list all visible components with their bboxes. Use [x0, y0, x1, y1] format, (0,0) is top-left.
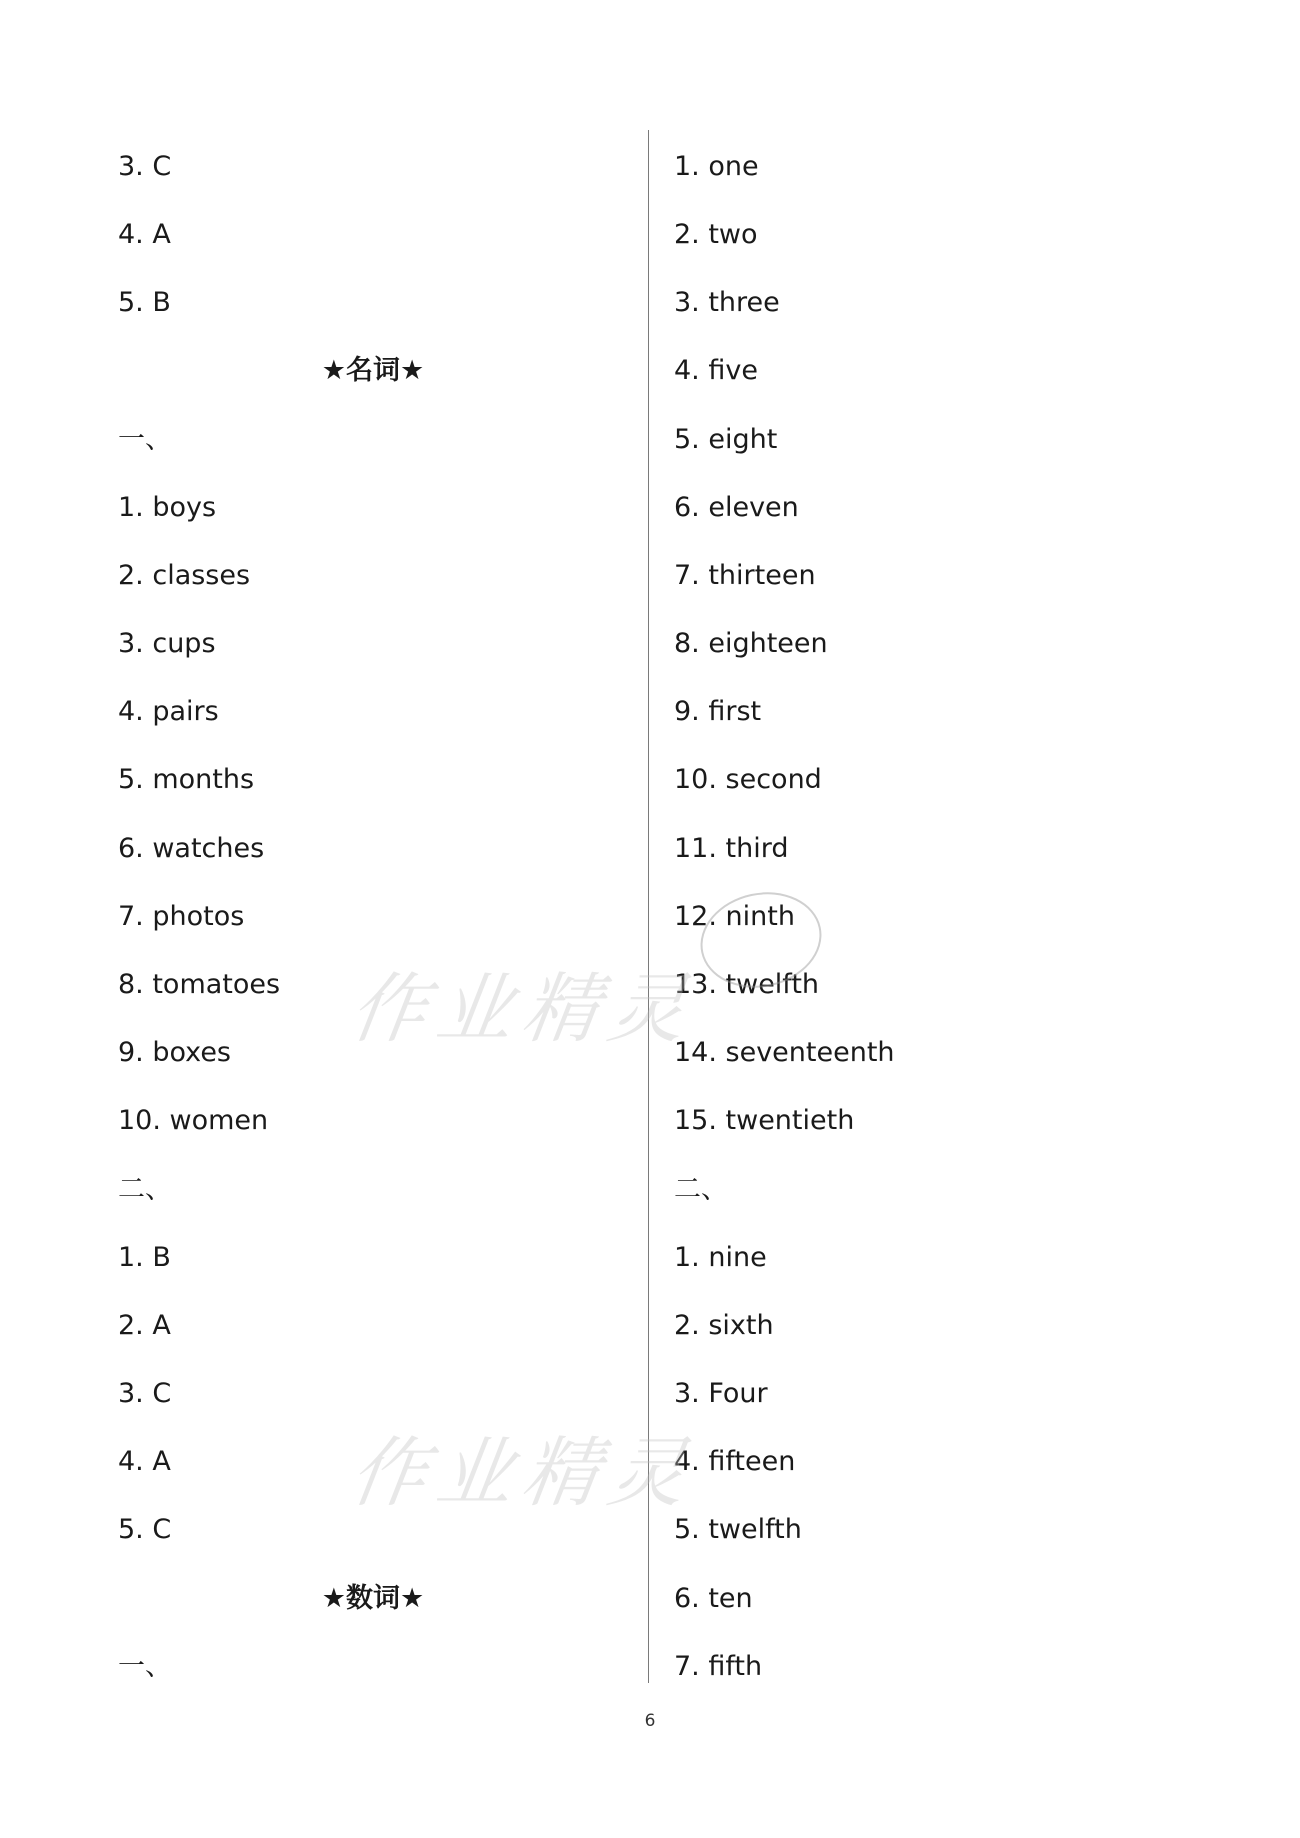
answer-line: 3. cups [118, 628, 216, 659]
answer-line: 11. third [674, 833, 789, 864]
part-label: 一、 [118, 1651, 172, 1682]
answer-line: 4. A [118, 219, 171, 250]
answer-line: 6. watches [118, 833, 265, 864]
part-label: 二、 [118, 1174, 172, 1205]
column-divider [648, 130, 649, 1683]
answer-line: 9. boxes [118, 1037, 231, 1068]
answer-line: 3. C [118, 151, 172, 182]
answer-line: 2. two [674, 219, 758, 250]
answer-line: 10. women [118, 1105, 269, 1136]
answer-line: 7. thirteen [674, 560, 816, 591]
answer-line: 15. twentieth [674, 1105, 855, 1136]
answer-line: 3. Four [674, 1378, 768, 1409]
answer-line: 1. nine [674, 1242, 767, 1273]
answer-line: 9. first [674, 696, 762, 727]
answer-line: 14. seventeenth [674, 1037, 895, 1068]
answer-line: 6. eleven [674, 492, 799, 523]
watermark: 作业精灵 [344, 1428, 702, 1517]
answer-line: 1. boys [118, 492, 217, 523]
answer-line: 10. second [674, 764, 822, 795]
answer-line: 13. twelfth [674, 969, 820, 1000]
section-heading-numerals: ★数词★ [321, 1583, 425, 1614]
answer-line: 4. A [118, 1446, 171, 1477]
answer-line: 8. eighteen [674, 628, 828, 659]
section-heading-nouns: ★名词★ [321, 355, 425, 386]
answer-line: 7. fifth [674, 1651, 763, 1682]
answer-line: 12. ninth [674, 901, 795, 932]
answer-line: 1. one [674, 151, 759, 182]
answer-line: 4. five [674, 355, 758, 386]
part-label: 二、 [674, 1174, 728, 1205]
answer-line: 4. pairs [118, 696, 219, 727]
answer-line: 8. tomatoes [118, 969, 281, 1000]
answer-line: 2. classes [118, 560, 251, 591]
answer-line: 7. photos [118, 901, 245, 932]
answer-line: 6. ten [674, 1583, 753, 1614]
answer-line: 5. eight [674, 424, 778, 455]
part-label: 一、 [118, 424, 172, 455]
answer-line: 4. fifteen [674, 1446, 796, 1477]
watermark: 作业精灵 [344, 964, 702, 1053]
answer-line: 3. C [118, 1378, 172, 1409]
page-number: 6 [644, 1711, 656, 1731]
answer-line: 5. B [118, 287, 171, 318]
answer-line: 5. C [118, 1514, 172, 1545]
answer-line: 1. B [118, 1242, 171, 1273]
answer-line: 2. A [118, 1310, 171, 1341]
answer-line: 5. months [118, 764, 255, 795]
answer-line: 5. twelfth [674, 1514, 802, 1545]
answer-line: 2. sixth [674, 1310, 774, 1341]
answer-line: 3. three [674, 287, 780, 318]
